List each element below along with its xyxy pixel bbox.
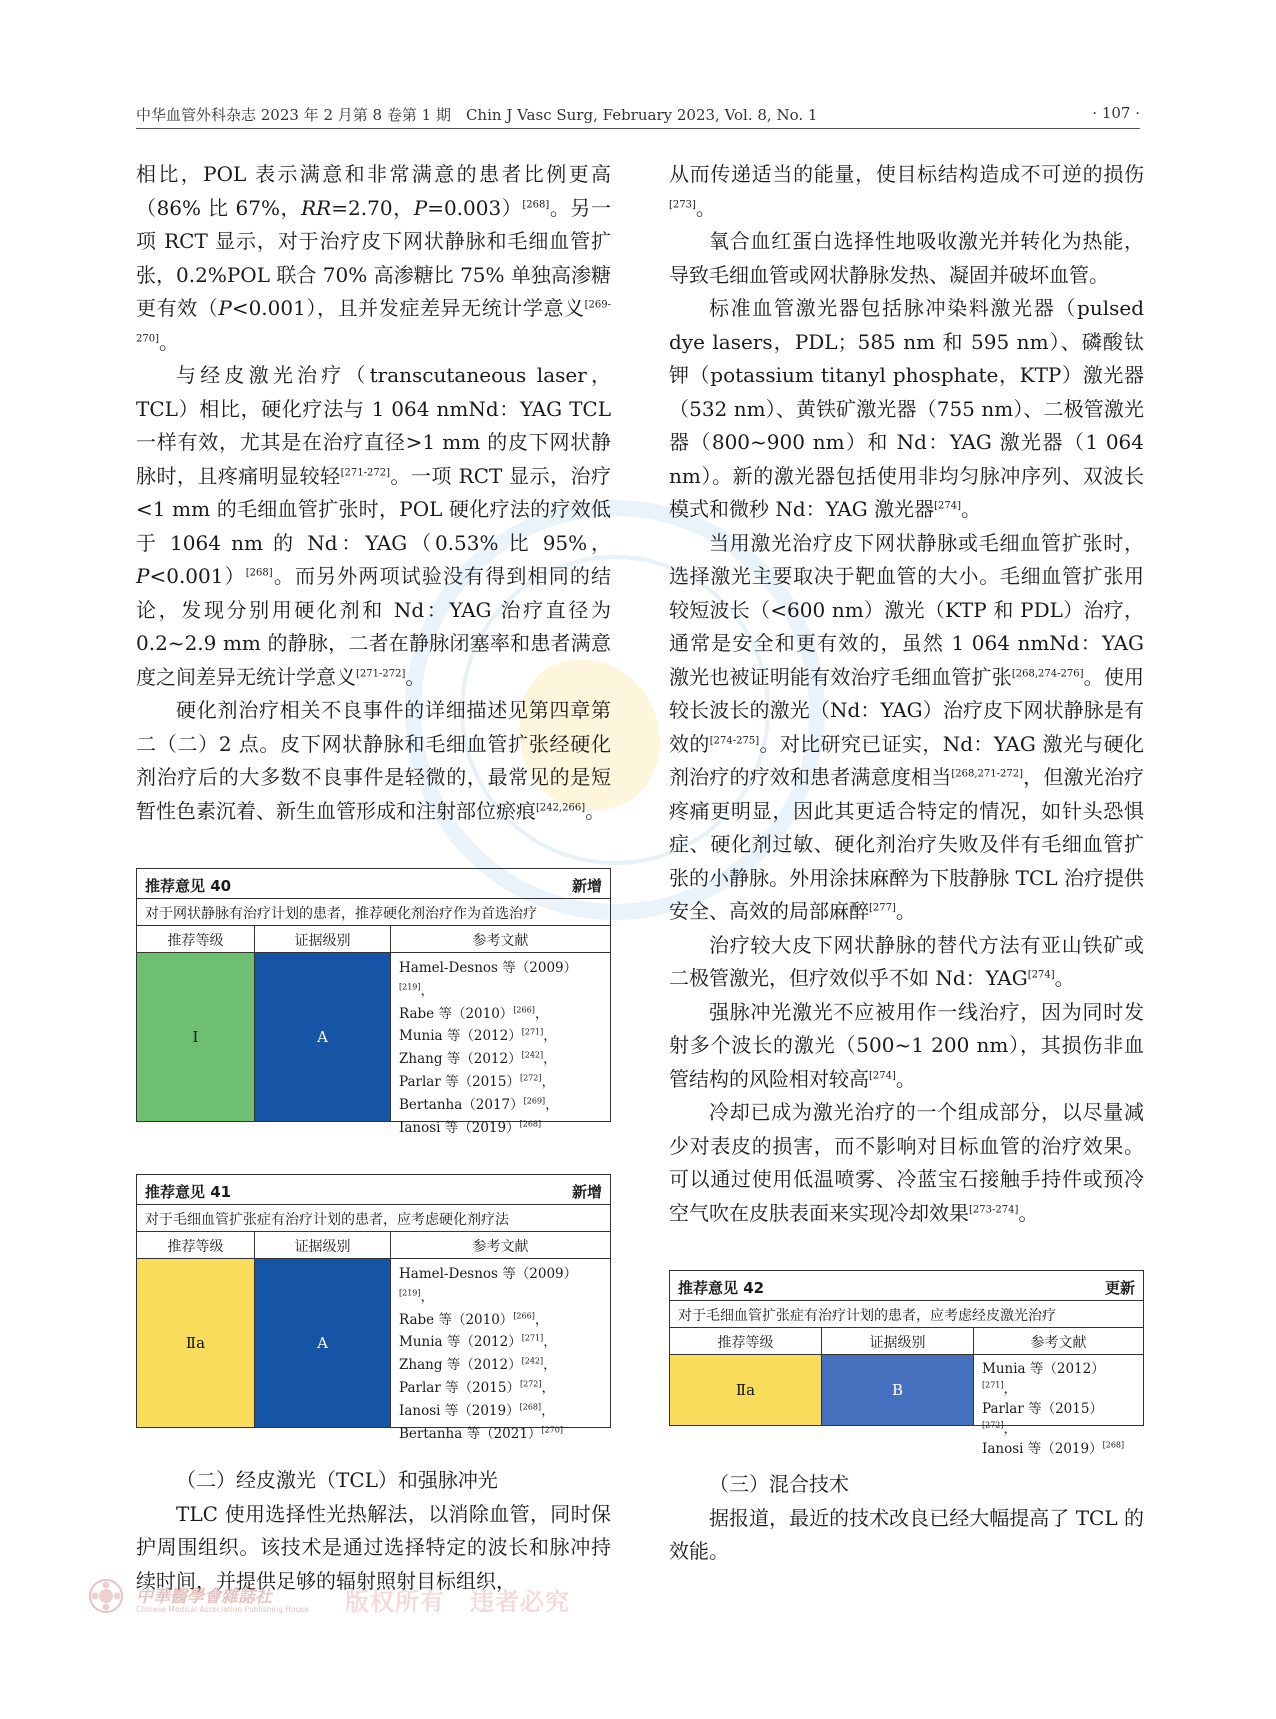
citation: [277] — [869, 902, 896, 914]
level-cell: A — [255, 1259, 391, 1427]
recommendation-box-40 — [136, 868, 611, 1136]
reference-entry: Hamel-Desnos 等（2009）[219]， — [399, 960, 578, 999]
rec-header — [137, 869, 610, 899]
citation: [271-272] — [340, 466, 390, 478]
rec-body — [670, 1355, 1143, 1457]
rec-status: 更新 — [1104, 1279, 1135, 1297]
refs-cell — [391, 1259, 610, 1442]
header-rule — [136, 128, 1140, 129]
recommendation-box-41 — [136, 1174, 611, 1442]
section-heading: （三）混合技术 — [709, 1472, 849, 1496]
left-column — [136, 158, 611, 1598]
rec-body — [137, 1259, 610, 1442]
rec-column-headers — [137, 926, 610, 953]
reference-entry: Parlar 等（2015）[272]， — [399, 1073, 555, 1090]
rec-title: 推荐意见 41 — [145, 1183, 232, 1201]
paragraph: 治疗较大皮下网状静脉的替代方法有亚山铁矿或二极管激光，但疗效似乎不如 Nd：YAG[274]。 — [669, 932, 1144, 990]
running-header — [136, 100, 1140, 130]
citation: [273-274] — [969, 1203, 1019, 1215]
reference-entry: Munia 等（2012）[271]， — [982, 1361, 1105, 1397]
rec-body — [137, 953, 610, 1136]
paragraph: 硬化剂治疗相关不良事件的详细描述见第四章第二（二）2 点。皮下网状静脉和毛细血管扩张经硬化剂治疗后的大多数不良事件是轻微的，最常见的是短暂性色素沉着、新生血管形成和注射部位瘀痕[242,266]。 — [136, 698, 611, 823]
publisher-logo-icon — [88, 1578, 124, 1614]
citation: [274-275] — [709, 734, 760, 746]
col-refs: 参考文献 — [472, 933, 529, 949]
paragraph: 从而传递适当的能量，使目标结构造成不可逆的损伤[273]。 — [669, 162, 1144, 220]
citation: [274] — [1027, 969, 1055, 981]
reference-entry: Munia 等（2012）[271]， — [399, 1333, 557, 1351]
reference-entry: Ianosi 等（2019）[268] — [399, 1119, 542, 1136]
rec-text: 对于毛细血管扩张症有治疗计划的患者，应考虑硬化剂疗法 — [137, 1205, 610, 1232]
rec-header — [670, 1271, 1143, 1301]
rec-status: 新增 — [571, 1183, 602, 1201]
paragraph: TLC 使用选择性光热解法，以消除血管，同时保护周围组织。该技术是通过选择特定的波长和脉冲持续时间，并提供足够的辐射照射目标组织， — [136, 1501, 611, 1593]
reference-entry: Bertanha 等（2021）[270] — [399, 1425, 563, 1442]
refs-cell — [391, 953, 610, 1136]
reference-entry: Munia 等（2012）[271]， — [399, 1027, 557, 1045]
rec-text: 对于网状静脉有治疗计划的患者，推荐硬化剂治疗作为首选治疗 — [137, 899, 610, 926]
reference-entry: Ianosi 等（2019）[268]， — [399, 1402, 555, 1419]
rec-title: 推荐意见 42 — [678, 1279, 765, 1297]
reference-entry: Parlar 等（2015）[272]， — [399, 1379, 555, 1396]
citation: [269-270] — [136, 299, 612, 344]
paragraph: 相比，POL 表示满意和非常满意的患者比例更高（86% 比 67%，RR=2.70，P=0.003）[268]。另一项 RCT 显示，对于治疗皮下网状静脉和毛细血管扩张，0.2%POL 联合 70% 高渗糖比 75% 单独高渗糖更有效（P<0.001），且并发症差异无统计学意义[269-270]。 — [136, 162, 612, 354]
publisher-name-en: Chinese Medical Association Publishing House — [136, 1605, 309, 1614]
grade-cell: Ⅰ — [137, 953, 255, 1121]
citation: [268] — [245, 567, 273, 579]
paragraph: 当用激光治疗皮下网状静脉或毛细血管扩张时，选择激光主要取决于靶血管的大小。毛细血管扩张用较短波长（<600 nm）激光（KTP 和 PDL）治疗，通常是安全和更有效的，虽然 1 064 nmNd：YAG 激光也被证明能有效治疗毛细血管扩张[268,274-276]。使用较长波长的激光（Nd：YAG）治疗皮下网状静脉是有效的[274-275]。对比研究已证实，Nd：YAG 激光与硬化剂治疗的疗效和患者满意度相当[268,271-272]，但激光治疗疼痛更明显，因此其更适合特定的情况，如针头恐惧症、硬化剂过敏、硬化剂治疗失败及伴有毛细血管扩张的小静脉。外用涂抹麻醉为下肢静脉 TCL 治疗提供安全、高效的局部麻醉[277]。 — [669, 530, 1145, 923]
rec-column-headers — [670, 1328, 1143, 1355]
paragraph: 与经皮激光治疗（transcutaneous laser，TCL）相比，硬化疗法与 1 064 nmNd：YAG TCL 一样有效，尤其是在治疗直径>1 mm 的皮下网状静脉时，且疼痛明显较轻[271-272]。一项 RCT 显示，治疗<1 mm 的毛细血管扩张时，POL 硬化疗法的疗效低于 1064 nm 的 Nd：YAG（0.53% 比 95%，P<0.001）[268]。而另外两项试验没有得到相同的结论，发现分别用硬化剂和 Nd：YAG 治疗直径为 0.2~2.9 mm 的静脉，二者在静脉闭塞率和患者满意度之间差异无统计学意义[271-272]。 — [136, 363, 612, 689]
level-cell: B — [822, 1355, 974, 1425]
reference-entry: Zhang 等（2012）[242]， — [399, 1050, 557, 1068]
reference-entry: Ianosi 等（2019）[268] — [982, 1440, 1125, 1457]
col-refs: 参考文献 — [472, 1239, 529, 1255]
recommendation-box-42 — [669, 1270, 1144, 1457]
reference-entry: Zhang 等（2012）[242]， — [399, 1356, 557, 1374]
section-heading: （二）经皮激光（TCL）和强脉冲光 — [176, 1468, 498, 1492]
col-level: 证据级别 — [255, 926, 391, 952]
reference-entry: Hamel-Desnos 等（2009）[219]， — [399, 1266, 578, 1305]
grade-cell: Ⅱa — [137, 1259, 255, 1427]
citation: [268,274-276] — [1011, 667, 1084, 679]
rec-title: 推荐意见 40 — [145, 877, 232, 895]
col-level: 证据级别 — [255, 1232, 391, 1258]
paragraph: 标准血管激光器包括脉冲染料激光器（pulsed dye lasers，PDL；585 nm 和 595 nm）、磷酸钛钾（potassium titanyl phosphate，KTP）激光器（532 nm）、黄铁矿激光器（755 nm）、二极管激光器（800~900 nm）和 Nd：YAG 激光器（1 064 nm）。新的激光器包括使用非均匀脉冲序列、双波长模式和微秒 Nd：YAG 激光器[274]。 — [669, 296, 1144, 521]
col-grade: 推荐等级 — [670, 1328, 822, 1354]
citation: [274] — [934, 500, 961, 512]
paragraph: 据报道，最近的技术改良已经大幅提高了 TCL 的效能。 — [669, 1505, 1144, 1563]
paragraph: 氧合血红蛋白选择性地吸收激光并转化为热能，导致毛细血管或网状静脉发热、凝固并破坏血管。 — [669, 229, 1144, 287]
journal-citation: 中华血管外科杂志 2023 年 2 月第 8 卷第 1 期 Chin J Vasc Surg, February 2023, Vol. 8, No. 1 — [136, 106, 818, 124]
col-level: 证据级别 — [822, 1328, 974, 1354]
col-refs: 参考文献 — [1030, 1335, 1087, 1351]
refs-cell — [974, 1355, 1143, 1457]
citation: [273] — [669, 198, 696, 210]
right-column — [669, 158, 1144, 1569]
page-number: · 107 · — [1092, 104, 1140, 122]
citation: [271-272] — [356, 667, 406, 679]
reference-entry: Rabe 等（2010）[266]， — [399, 1005, 549, 1022]
publisher-name: 中華醫學會雜誌社 — [136, 1587, 272, 1607]
citation: [242,266] — [536, 801, 586, 813]
col-grade: 推荐等级 — [137, 926, 255, 952]
rec-header — [137, 1175, 610, 1205]
rec-status: 新增 — [571, 877, 602, 895]
reference-entry: Bertanha（2017）[269]， — [399, 1096, 559, 1113]
paragraph: 强脉冲光激光不应被用作一线治疗，因为同时发射多个波长的激光（500~1 200 nm），其损伤非血管结构的风险相对较高[274]。 — [669, 999, 1144, 1091]
rec-column-headers — [137, 1232, 610, 1259]
citation: [274] — [869, 1069, 896, 1081]
rec-text: 对于毛细血管扩张症有治疗计划的患者，应考虑经皮激光治疗 — [670, 1301, 1143, 1328]
grade-cell: Ⅱa — [670, 1355, 822, 1425]
level-cell: A — [255, 953, 391, 1121]
reference-entry: Parlar 等（2015）[272]， — [982, 1401, 1103, 1437]
paragraph: 冷却已成为激光治疗的一个组成部分，以尽量减少对表皮的损害，而不影响对目标血管的治疗效果。可以通过使用低温喷雾、冷蓝宝石接触手持件或预冷空气吹在皮肤表面来实现冷却效果[273-274]。 — [669, 1100, 1144, 1225]
reference-entry: Rabe 等（2010）[266]， — [399, 1311, 549, 1328]
citation: [268,271-272] — [951, 768, 1023, 780]
copyright-slogan: 版权所有 违者必究 — [345, 1588, 570, 1616]
citation: [268] — [522, 198, 550, 210]
col-grade: 推荐等级 — [137, 1232, 255, 1258]
